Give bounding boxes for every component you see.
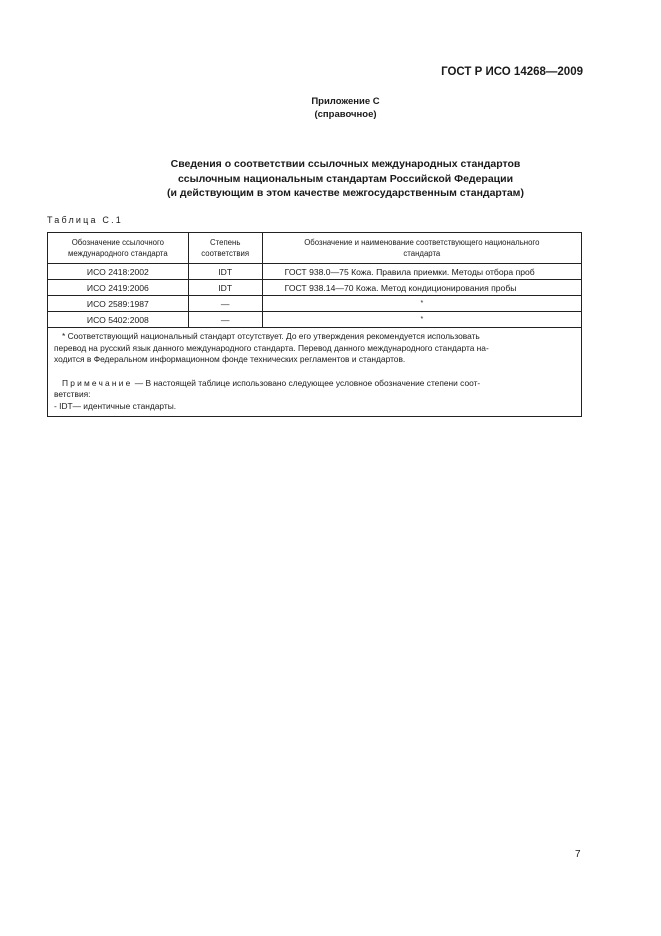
cell-intl: ИСО 5402:2008: [48, 312, 189, 328]
table-row: [48, 280, 582, 296]
cell-degree: —: [188, 312, 262, 328]
note-line2: ветствия:: [54, 389, 91, 399]
cell-national: *: [262, 296, 581, 312]
header-national-line1: Обозначение и наименование соответствующего национального: [304, 237, 540, 247]
footnote-line1: * Соответствующий национальный стандарт отсутствует. До его утверждения рекомендуется использовать: [62, 331, 480, 341]
header-national-standard: [262, 233, 581, 264]
header-intl-line1: Обозначение ссылочного: [71, 237, 165, 247]
cell-degree: IDT: [188, 264, 262, 280]
cell-intl: ИСО 2419:2006: [48, 280, 189, 296]
header-national-line2: стандарта: [403, 249, 441, 258]
correspondence-table: [47, 232, 582, 417]
document-code: ГОСТ Р ИСО 14268—2009: [441, 66, 583, 78]
note-line1: — В настоящей таблице использовано следующее условное обозначение степени соот-: [132, 377, 481, 388]
cell-national: *: [262, 312, 581, 328]
table-notes-row: [48, 328, 582, 417]
table-row: [48, 312, 582, 328]
cell-degree: —: [188, 296, 262, 312]
cell-national: ГОСТ 938.0—75 Кожа. Правила приемки. Методы отбора проб: [262, 264, 581, 280]
header-degree-line1: Степень: [210, 237, 241, 247]
footnote-line2: перевод на русский язык данного международного стандарта. Перевод данного международного стандарта на-: [54, 342, 489, 353]
page-number: 7: [575, 849, 581, 860]
cell-intl: ИСО 2418:2002: [48, 264, 189, 280]
appendix-title: Приложение С: [311, 96, 380, 107]
note-line3: - IDT— идентичные стандарты.: [54, 400, 177, 411]
appendix-heading: [0, 95, 661, 121]
header-intl-standard: [48, 233, 189, 264]
table-note: [54, 378, 576, 413]
section-title: [0, 157, 661, 201]
section-title-line3: (и действующим в этом качестве межгосударственным стандартам): [167, 187, 524, 199]
cell-intl: ИСО 2589:1987: [48, 296, 189, 312]
header-degree-line2: соответствия: [201, 249, 250, 258]
header-degree: [188, 233, 262, 264]
section-title-line2: ссылочным национальным стандартам Российской Федерации: [177, 172, 514, 185]
cell-degree: IDT: [188, 280, 262, 296]
table-label: Таблица С.1: [47, 215, 123, 225]
section-title-line1: Сведения о соответствии ссылочных международных стандартов: [170, 158, 521, 170]
appendix-subtitle: (справочное): [314, 109, 377, 120]
footnote: [54, 331, 576, 366]
header-intl-line2: международного стандарта: [68, 249, 168, 258]
table-row: [48, 264, 582, 280]
cell-national: ГОСТ 938.14—70 Кожа. Метод кондиционирования пробы: [262, 280, 581, 296]
table-header-row: [48, 233, 582, 264]
footnote-line3: ходится в Федеральном информационном фонде технических регламентов и стандартов.: [54, 354, 406, 364]
note-keyword: Примечание: [62, 377, 133, 388]
table-row: [48, 296, 582, 312]
correspondence-table-wrapper: [47, 232, 582, 417]
table-notes: [48, 328, 582, 417]
